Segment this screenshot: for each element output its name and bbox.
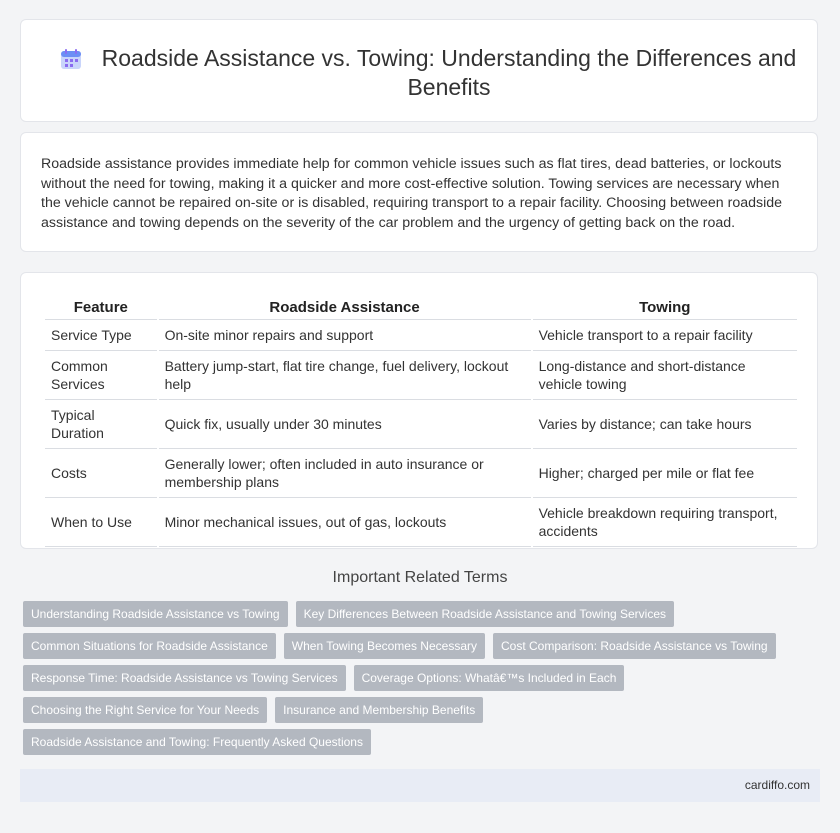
table-header-row <box>45 295 797 320</box>
related-term-tag[interactable]: When Towing Becomes Necessary <box>284 633 485 659</box>
table-row <box>45 400 797 449</box>
related-term-tag[interactable]: Insurance and Membership Benefits <box>275 697 483 723</box>
intro-card <box>20 132 818 252</box>
roadside-cell: Battery jump-start, flat tire change, fuel delivery, lockout help <box>159 351 531 400</box>
table-row <box>45 498 797 547</box>
related-term-tag[interactable]: Understanding Roadside Assistance vs Towing <box>23 601 288 627</box>
comparison-table <box>43 295 799 547</box>
feature-cell: Common Services <box>45 351 157 400</box>
page-title: Roadside Assistance vs. Towing: Understanding the Differences and Benefits <box>101 45 797 100</box>
roadside-cell: Quick fix, usually under 30 minutes <box>159 400 531 449</box>
table-row <box>45 320 797 351</box>
footer-site-link[interactable]: cardiffo.com <box>744 778 810 792</box>
header-card <box>20 19 818 122</box>
related-term-tag[interactable]: Key Differences Between Roadside Assistance and Towing Services <box>296 601 674 627</box>
header-roadside-assistance: Roadside Assistance <box>159 295 531 320</box>
feature-cell: Costs <box>45 449 157 498</box>
footer <box>20 769 820 802</box>
related-term-tag[interactable]: Roadside Assistance and Towing: Frequently Asked Questions <box>23 729 371 755</box>
towing-cell: Varies by distance; can take hours <box>533 400 797 449</box>
related-term-tag[interactable]: Choosing the Right Service for Your Needs <box>23 697 267 723</box>
towing-cell: Higher; charged per mile or flat fee <box>533 449 797 498</box>
header-feature: Feature <box>45 295 157 320</box>
table-row <box>45 351 797 400</box>
header-towing: Towing <box>533 295 797 320</box>
comparison-table-card <box>20 272 818 549</box>
roadside-cell: On-site minor repairs and support <box>159 320 531 351</box>
towing-cell: Vehicle transport to a repair facility <box>533 320 797 351</box>
related-term-tag[interactable]: Coverage Options: Whatâ€™s Included in Each <box>354 665 625 691</box>
related-terms-list <box>23 601 803 755</box>
roadside-cell: Minor mechanical issues, out of gas, lockouts <box>159 498 531 547</box>
feature-cell: Service Type <box>45 320 157 351</box>
related-term-tag[interactable]: Cost Comparison: Roadside Assistance vs Towing <box>493 633 776 659</box>
related-terms-heading: Important Related Terms <box>332 569 508 586</box>
towing-cell: Long-distance and short-distance vehicle towing <box>533 351 797 400</box>
feature-cell: Typical Duration <box>45 400 157 449</box>
related-term-tag[interactable]: Common Situations for Roadside Assistance <box>23 633 276 659</box>
roadside-cell: Generally lower; often included in auto insurance or membership plans <box>159 449 531 498</box>
table-row <box>45 449 797 498</box>
intro-paragraph: Roadside assistance provides immediate help for common vehicle issues such as flat tires, dead batteries, or lockouts without the need for towing, making it a quicker and more cost-effective solution. Towing services are necessary when the vehicle cannot be repaired on-site or is disabled, requiring transport to a repair facility. Choosing between roadside assistance and towing depends on the severity of the car problem and the urgency of getting back on the road. <box>41 156 783 231</box>
feature-cell: When to Use <box>45 498 157 547</box>
towing-cell: Vehicle breakdown requiring transport, accidents <box>533 498 797 547</box>
related-term-tag[interactable]: Response Time: Roadside Assistance vs Towing Services <box>23 665 346 691</box>
